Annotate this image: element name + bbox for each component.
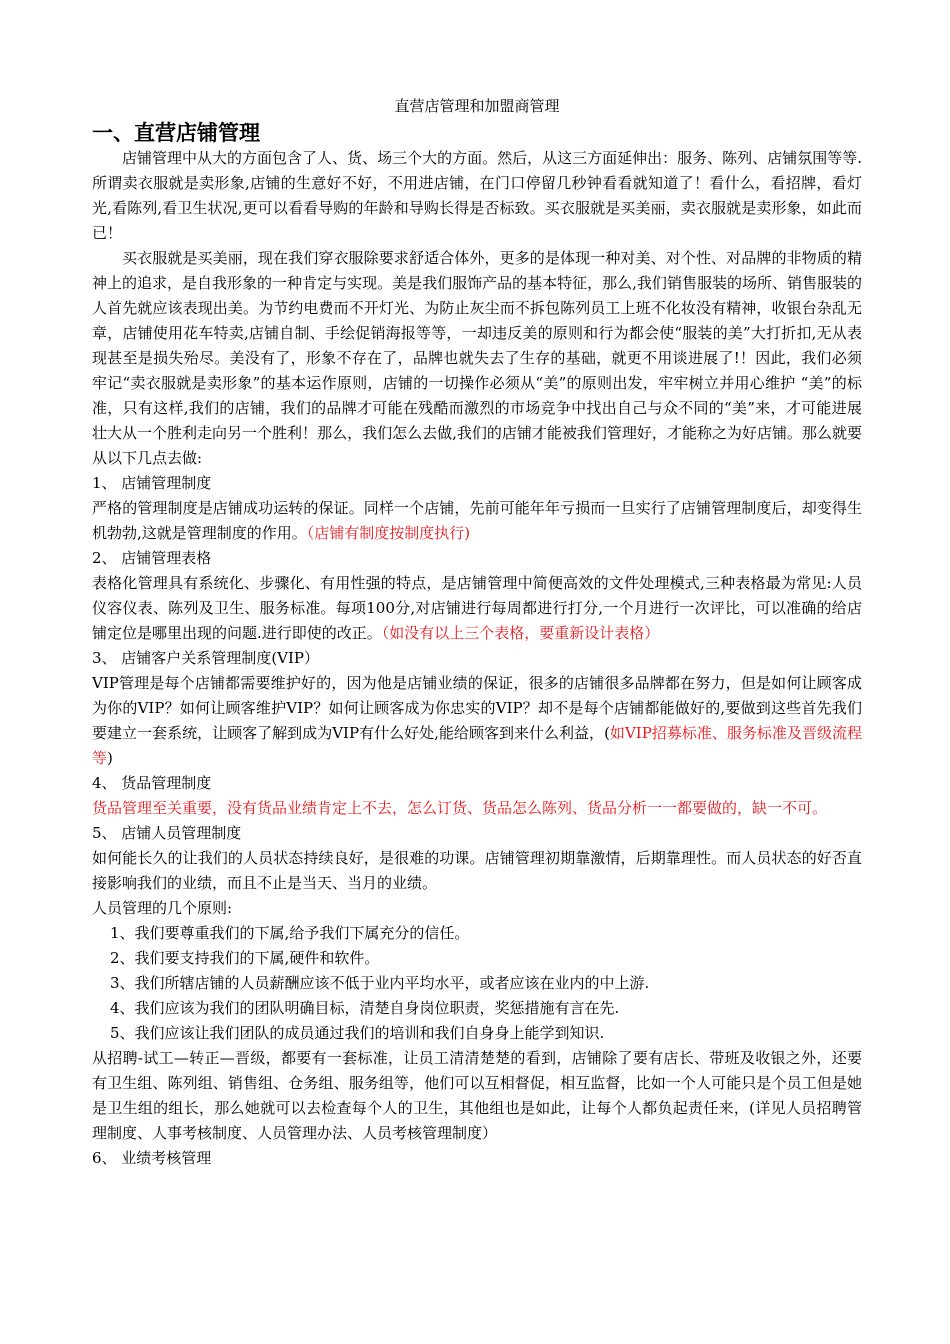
document-title: 直营店管理和加盟商管理 [394,97,560,115]
item-4-title: 4、 货品管理制度 [92,774,212,792]
item-2-title: 2、 店铺管理表格 [92,549,212,567]
item-1-note: （店铺有制度按制度执行) [306,524,471,542]
principle-item: 3、我们所辖店铺的人员薪酬应该不低于业内平均水平，或者应该在业内的中上游. [110,974,650,992]
item-1-text: 严格的管理制度是店铺成功运转的保证。同样一个店铺，先前可能年年亏损而一旦实行了店铺管理制度后，却变得生机勃勃,这就是管理制度的作用。 [92,499,862,542]
principle-item: 5、我们应该让我们团队的成员通过我们的培训和我们自身身上能学到知识. [110,1024,605,1042]
item-5-body-2: 从招聘-试工—转正—晋级，都要有一套标准，让员工清清楚楚的看到，店铺除了要有店长、带班及收银之外，还要有卫生组、陈列组、销售组、仓务组、服务组等，他们可以互相督促，相互监督，比如一个人可能只是个员工但是她是卫生组的组长，那么她就可以去检查每个人的卫生，其他组也是如此，让每个人都负起责任来，(详见人员招聘管理制度、人事考核制度、人员管理办法、人员考核管理制度） [92,1049,862,1142]
principle-item: 1、我们要尊重我们的下属,给予我们下属充分的信任。 [110,924,470,942]
item-6-title: 6、 业绩考核管理 [92,1149,212,1167]
document-page [92,96,862,1171]
item-3-title: 3、 店铺客户关系管理制度(VIP） [92,649,320,667]
item-2-body [92,571,862,646]
intro-paragraph-1: 店铺管理中从大的方面包含了人、货、场三个大的方面。然后，从这三方面延伸出：服务、陈列、店铺氛围等等.所谓卖衣服就是卖形象,店铺的生意好不好，不用进店铺，在门口停留几秒钟看看就知道了！看什么，看招牌，看灯光,看陈列,看卫生状况,更可以看看导购的年龄和导购长得是否标致。买衣服就是买美丽，卖衣服就是卖形象，如此而已！ [92,149,862,242]
item-3-note: 如VIP招募标准、服务标准及晋级流程等 [92,724,862,767]
item-2-note: （如没有以上三个表格，要重新设计表格） [381,624,660,642]
item-4-body: 货品管理至关重要，没有货品业绩肯定上不去，怎么订货、货品怎么陈列、货品分析一一都要做的，缺一不可。 [92,799,828,817]
item-5-body: 如何能长久的让我们的人员状态持续良好，是很难的功课。店铺管理初期靠激情，后期靠理性。而人员状态的好否直接影响我们的业绩，而且不止是当天、当月的业绩。 [92,849,862,892]
intro-paragraph-2: 买衣服就是买美丽，现在我们穿衣服除要求舒适合体外，更多的是体现一种对美、对个性、对品牌的非物质的精神上的追求，是自我形象的一种肯定与实现。美是我们服饰产品的基本特征，那么,我们销售服装的场所、销售服装的人首先就应该表现出美。为节约电费而不开灯光、为防止灰尘而不拆包陈列员工上班不化妆没有精神，收银台杂乱无章，店铺使用花车特卖,店铺自制、手绘促销海报等等，一却违反美的原则和行为都会使“服装的美”大打折扣,无从表现甚至是损失殆尽。美没有了，形象不存在了，品牌也就失去了生存的基础，就更不用谈进展了!！因此，我们必须牢记“卖衣服就是卖形象”的基本运作原则，店铺的一切操作必须从“美”的原则出发，牢牢树立并用心维护 “美”的标准，只有这样,我们的店铺，我们的品牌才可能在残酷而激烈的市场竞争中找出自己与众不同的“美”来，才可能进展壮大从一个胜利走向另一个胜利！那么，我们怎么去做,我们的店铺才能被我们管理好，才能称之为好店铺。那么就要从以下几点去做: [92,249,862,467]
item-1-body [92,496,862,546]
principles-title: 人员管理的几个原则: [92,899,233,917]
principle-item: 4、我们应该为我们的团队明确目标，清楚自身岗位职责，奖惩措施有言在先. [110,999,620,1017]
item-3-body [92,671,862,771]
section-heading: 一、直营店铺管理 [92,121,260,145]
item-3-text: VIP管理是每个店铺都需要维护好的，因为他是店铺业绩的保证，很多的店铺很多品牌都在努力，但是如何让顾客成为你的VIP？如何让顾客维护VIP？如何让顾客成为你忠实的VIP？却不是每个店铺都能做好的,要做到这些首先我们要建立一套系统，让顾客了解到成为VIP有什么好处,能给顾客到来什么利益，( [92,674,862,742]
item-1-title: 1、 店铺管理制度 [92,474,212,492]
item-5-title: 5、 店铺人员管理制度 [92,824,242,842]
item-3-close: ) [107,749,113,767]
principle-item: 2、我们要支持我们的下属,硬件和软件。 [110,949,380,967]
item-2-text: 表格化管理具有系统化、步骤化、有用性强的特点，是店铺管理中简便高效的文件处理模式,三种表格最为常见:人员仪容仪表、陈列及卫生、服务标准。每项100分,对店铺进行每周都进行打分,一个月进行一次评比，可以准确的给店铺定位是哪里出现的问题.进行即使的改正。 [92,574,862,642]
